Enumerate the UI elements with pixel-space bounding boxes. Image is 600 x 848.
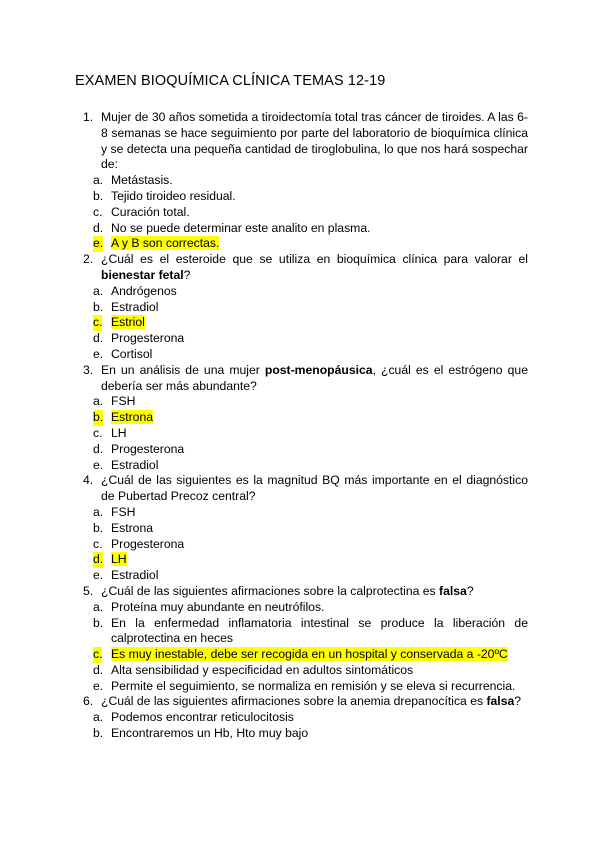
option-item-highlighted: [83, 647, 528, 663]
option-letter: a.: [93, 504, 104, 519]
option-list: [83, 394, 528, 473]
question-stem-text: ¿Cuál de las siguientes es la magnitud BQ más importante en el diagnóstico de Pubertad Precoz central?: [101, 473, 528, 504]
question-stem-text: ¿Cuál es el esteroide que se utiliza en bioquímica clínica para valorar el: [101, 252, 528, 267]
option-item: [83, 663, 528, 679]
question: [83, 363, 528, 395]
option-item: [83, 442, 528, 458]
option-item: [83, 189, 528, 205]
question: [83, 252, 528, 284]
option-item: [83, 458, 528, 474]
option-letter: d.: [93, 441, 104, 456]
option-letter: b.: [93, 615, 104, 630]
option-item-highlighted: [83, 236, 528, 252]
option-text: Estradiol: [111, 299, 159, 314]
option-letter: a.: [93, 710, 104, 725]
question-number: 5.: [83, 583, 94, 598]
question-stem: [101, 363, 528, 393]
option-text: Permite el seguimiento, se normaliza en remisión y se eleva si recurrencia.: [111, 678, 516, 693]
question-number: 4.: [83, 473, 94, 488]
option-list: [83, 284, 528, 363]
question-stem: [101, 252, 528, 282]
option-letter: d.: [93, 662, 104, 677]
question-stem-text: Mujer de 30 años sometida a tiroidectomía total tras cáncer de tiroides. A las 6-8 semanas se hace seguimiento por parte del laboratorio de bioquímica clínica y se detecta una pequeña cantidad de tiroglobulina, lo que nos hará sospechar de:: [101, 110, 528, 172]
option-text: Progesterona: [111, 536, 185, 551]
option-text: Progesterona: [111, 331, 185, 346]
question: [83, 694, 528, 710]
option-text: Tejido tiroideo residual.: [111, 188, 236, 203]
option-text: A y B son correctas.: [111, 236, 220, 251]
question-stem: [101, 584, 474, 598]
option-text: FSH: [111, 504, 136, 519]
option-text: Proteína muy abundante en neutrófilos.: [111, 599, 325, 614]
option-item: [83, 710, 528, 726]
option-text: Estrona: [111, 410, 154, 425]
option-item: [83, 600, 528, 616]
option-list: [83, 173, 528, 252]
question-list: [83, 110, 528, 742]
option-list: [83, 505, 528, 584]
question-stem-text: ?: [466, 583, 474, 598]
question-stem-text: En un análisis de una mujer: [101, 362, 265, 377]
option-text: LH: [111, 552, 127, 567]
option-letter: b.: [93, 188, 104, 203]
question-stem: [101, 473, 528, 503]
option-text: Alta sensibilidad y especificidad en adultos sintomáticos: [111, 662, 414, 677]
option-text: Estradiol: [111, 457, 159, 472]
option-item: [83, 284, 528, 300]
question-number: 6.: [83, 694, 94, 709]
option-item: [83, 221, 528, 237]
option-list: [83, 710, 528, 742]
option-letter: d.: [93, 331, 104, 346]
option-item: [83, 537, 528, 553]
option-item: [83, 616, 528, 648]
option-item: [83, 205, 528, 221]
option-text: En la enfermedad inflamatoria intestinal se produce la liberación de calprotectina en heces: [111, 615, 528, 646]
option-item: [83, 568, 528, 584]
question-stem-bold: falsa: [486, 694, 515, 709]
option-text: LH: [111, 425, 127, 440]
option-text: Progesterona: [111, 441, 185, 456]
option-letter: c.: [93, 536, 103, 551]
option-text: Curación total.: [111, 204, 190, 219]
option-item-highlighted: [83, 315, 528, 331]
question-stem: [101, 110, 528, 171]
option-letter: e.: [93, 236, 104, 251]
question: [83, 473, 528, 505]
option-letter: b.: [93, 410, 104, 425]
option-text: Es muy inestable, debe ser recogida en un hospital y conservada a -20ºC: [111, 647, 508, 662]
option-letter: b.: [93, 520, 104, 535]
option-list: [83, 600, 528, 695]
option-letter: c.: [93, 315, 103, 330]
question-number: 2.: [83, 252, 94, 267]
question-stem-text: ¿Cuál de las siguientes afirmaciones sobre la anemia drepanocítica es: [101, 694, 487, 709]
question-stem: [101, 694, 521, 708]
question-stem-text: , ¿cuál es el estrógeno que debería ser más abundante?: [101, 362, 528, 393]
option-item: [83, 347, 528, 363]
option-item: [83, 679, 528, 695]
option-item: [83, 505, 528, 521]
option-text: Metástasis.: [111, 173, 173, 188]
option-item: [83, 726, 528, 742]
option-letter: c.: [93, 204, 103, 219]
question-stem-bold: falsa: [439, 583, 467, 598]
option-letter: e.: [93, 346, 104, 361]
question-stem-text: ?: [183, 267, 191, 282]
question-stem-text: ?: [514, 694, 522, 709]
option-text: Estrona: [111, 520, 154, 535]
option-item-highlighted: [83, 552, 528, 568]
option-text: FSH: [111, 394, 136, 409]
option-letter: a.: [93, 394, 104, 409]
option-letter: e.: [93, 568, 104, 583]
option-letter: b.: [93, 299, 104, 314]
option-text: Estriol: [111, 315, 145, 330]
option-item: [83, 300, 528, 316]
option-letter: a.: [93, 173, 104, 188]
option-text: Andrógenos: [111, 283, 177, 298]
question: [83, 584, 528, 600]
question-stem-bold: post-menopáusica: [264, 362, 373, 377]
option-letter: d.: [93, 552, 104, 567]
option-text: Podemos encontrar reticulocitosis: [111, 710, 294, 725]
page-title: EXAMEN BIOQUÍMICA CLÍNICA TEMAS 12-19: [75, 73, 386, 89]
option-item: [83, 521, 528, 537]
option-item: [83, 173, 528, 189]
question: [83, 110, 528, 173]
question-stem-bold: bienestar fetal: [101, 267, 184, 282]
option-text: Cortisol: [111, 346, 153, 361]
option-item: [83, 426, 528, 442]
option-item-highlighted: [83, 410, 528, 426]
option-item: [83, 394, 528, 410]
option-text: Estradiol: [111, 568, 159, 583]
question-stem-text: ¿Cuál de las siguientes afirmaciones sobre la calprotectina es: [101, 583, 440, 598]
option-letter: e.: [93, 457, 104, 472]
option-letter: b.: [93, 726, 104, 741]
option-item: [83, 331, 528, 347]
option-text: Encontraremos un Hb, Hto muy bajo: [111, 726, 309, 741]
option-letter: c.: [93, 647, 103, 662]
option-letter: a.: [93, 283, 104, 298]
option-letter: e.: [93, 678, 104, 693]
option-letter: c.: [93, 425, 103, 440]
option-letter: a.: [93, 599, 104, 614]
question-number: 1.: [83, 110, 94, 124]
option-text: No se puede determinar este analito en plasma.: [111, 220, 371, 235]
question-number: 3.: [83, 362, 94, 377]
option-letter: d.: [93, 220, 104, 235]
